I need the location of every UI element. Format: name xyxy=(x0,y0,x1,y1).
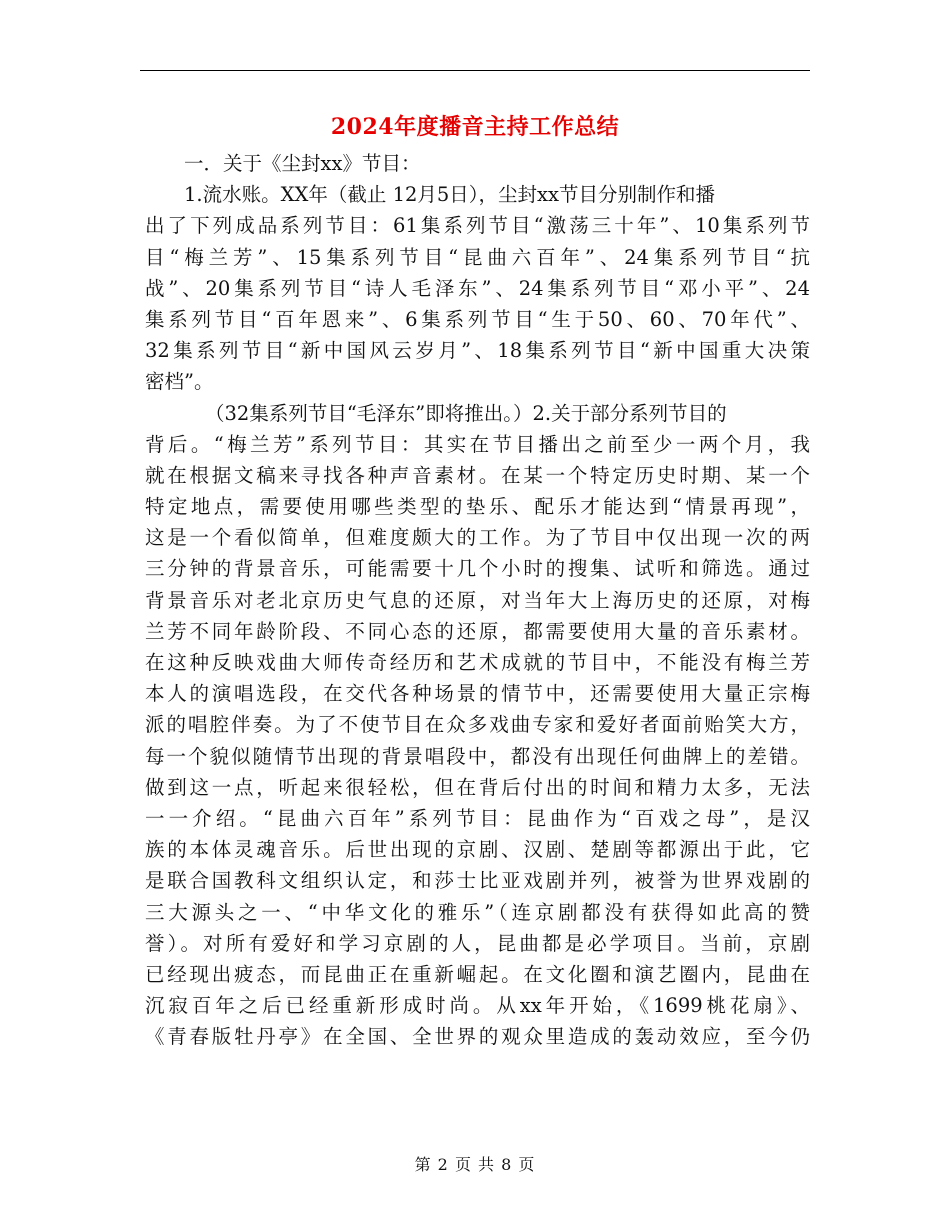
section-heading: 一．关于《尘封xx》节目： xyxy=(184,152,421,175)
paragraph-line: 这是一个看似简单，但难度颇大的工作。为了节目中仅出现一次的两 xyxy=(145,526,810,550)
paragraph-line: 目“梅兰芳”、15集系列节目“昆曲六百年”、24集系列节目“抗 xyxy=(145,245,810,269)
paragraph-line: 32集系列节目“新中国风云岁月”、18集系列节目“新中国重大决策 xyxy=(145,339,810,363)
paragraph-line: 战”、20集系列节目“诗人毛泽东”、24集系列节目“邓小平”、24 xyxy=(145,276,810,300)
paragraph-line: （32集系列节目“毛泽东”即将推出。）2.关于部分系列节目的 xyxy=(205,401,727,425)
paragraph-line: 背景音乐对老北京历史气息的还原，对当年大上海历史的还原，对梅 xyxy=(145,588,810,612)
paragraph-line: 做到这一点，听起来很轻松，但在背后付出的时间和精力太多，无法 xyxy=(145,775,810,799)
paragraph-line: 兰芳不同年龄阶段、不同心态的还原，都需要使用大量的音乐素材。 xyxy=(145,619,810,643)
paragraph-line: 沉寂百年之后已经重新形成时尚。从xx年开始，《1699桃花扇》、 xyxy=(145,994,810,1018)
paragraph-line: 密档”。 xyxy=(145,370,214,394)
document-body xyxy=(145,148,810,1052)
paragraph-line: 三分钟的背景音乐，可能需要十几个小时的搜集、试听和筛选。通过 xyxy=(145,557,810,581)
paragraph-line: 每一个貌似随情节出现的背景唱段中，都没有出现任何曲牌上的差错。 xyxy=(145,744,810,768)
paragraph-line: 一一介绍。“昆曲六百年”系列节目：昆曲作为“百戏之母”，是汉 xyxy=(145,806,810,830)
page-number-footer: 第 2 页 共 8 页 xyxy=(414,1155,536,1174)
paragraph-line: 族的本体灵魂音乐。后世出现的京剧、汉剧、楚剧等都源出于此，它 xyxy=(145,838,810,862)
paragraph-line: 本人的演唱选段，在交代各种场景的情节中，还需要使用大量正宗梅 xyxy=(145,682,810,706)
paragraph-line: 在这种反映戏曲大师传奇经历和艺术成就的节目中，不能没有梅兰芳 xyxy=(145,651,810,674)
paragraph-line: 特定地点，需要使用哪些类型的垫乐、配乐才能达到“情景再现”， xyxy=(145,495,810,519)
paragraph-line: 《青春版牡丹亭》在全国、全世界的观众里造成的轰动效应，至今仍 xyxy=(145,1025,810,1049)
paragraph-line: 已经现出疲态，而昆曲正在重新崛起。在文化圈和演艺圈内，昆曲在 xyxy=(145,962,810,986)
paragraph-line: 背后。“梅兰芳”系列节目：其实在节目播出之前至少一两个月，我 xyxy=(145,432,810,456)
paragraph-line: 出了下列成品系列节目：61集系列节目“激荡三十年”、10集系列节 xyxy=(145,214,810,238)
paragraph-line: 就在根据文稿来寻找各种声音素材。在某一个特定历史时期、某一个 xyxy=(145,463,810,487)
paragraph-line: 是联合国教科文组织认定，和莎士比亚戏剧并列，被誉为世界戏剧的 xyxy=(145,869,810,893)
paragraph-line: 三大源头之一、“中华文化的雅乐”（连京剧都没有获得如此高的赞 xyxy=(145,900,810,924)
paragraph-line: 1.流水账。XX年（截止 12月5日），尘封xx节目分别制作和播 xyxy=(184,183,716,207)
paragraph-line: 派的唱腔伴奏。为了不使节目在众多戏曲专家和爱好者面前贻笑大方， xyxy=(145,713,810,737)
paragraph-line: 誉）。对所有爱好和学习京剧的人，昆曲都是必学项目。当前，京剧 xyxy=(145,931,810,955)
document-title: 2024年度播音主持工作总结 xyxy=(330,114,620,140)
header-rule xyxy=(140,70,810,71)
paragraph-line: 集系列节目“百年恩来”、6集系列节目“生于50、60、70年代”、 xyxy=(145,307,810,331)
